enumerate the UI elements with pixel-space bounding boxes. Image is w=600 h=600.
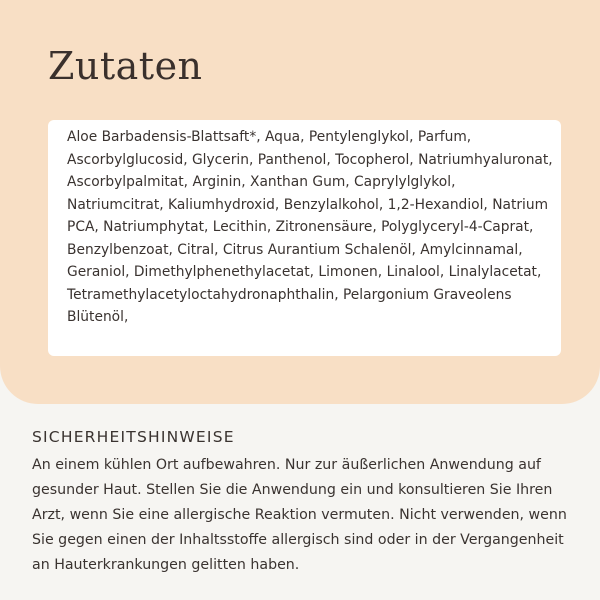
safety-heading: SICHERHEITSHINWEISE [32, 428, 235, 446]
page-title: Zutaten [48, 44, 203, 88]
safety-text: An einem kühlen Ort aufbewahren. Nur zur äußerlichen Anwendung auf gesunder Haut. Stellen Sie die Anwendung ein und konsultieren Sie Ihren Arzt, wenn Sie eine allergische Reaktion vermuten. Nicht verwenden, wenn Sie gegen einen der Inhaltsstoffe allergisch sind oder in der Vergangenheit an Hauterkrankungen gelitten haben. [32, 457, 567, 573]
ingredients-list: Aloe Barbadensis-Blattsaft*, Aqua, Pentylenglykol, Parfum, Ascorbylglucosid, Glycerin, Panthenol, Tocopherol, Natriumhyaluronat, Ascorbylpalmitat, Arginin, Xanthan Gum, Caprylylglykol, Natriumcitrat, Kaliumhydroxid, Benzylalkohol, 1,2-Hexandiol, Natrium PCA, Natriumphytat, Lecithin, Zitronensäure, Polyglyceryl-4-Caprat, Benzylbenzoat, Citral, Citrus Aurantium Schalenöl, Amylcinnamal, Geraniol, Dimethylphenethylacetat, Limonen, Linalool, Linalylacetat, Tetramethylacetyloctahydronaphthalin, Pelargonium Graveolens Blütenöl, [48, 120, 561, 356]
